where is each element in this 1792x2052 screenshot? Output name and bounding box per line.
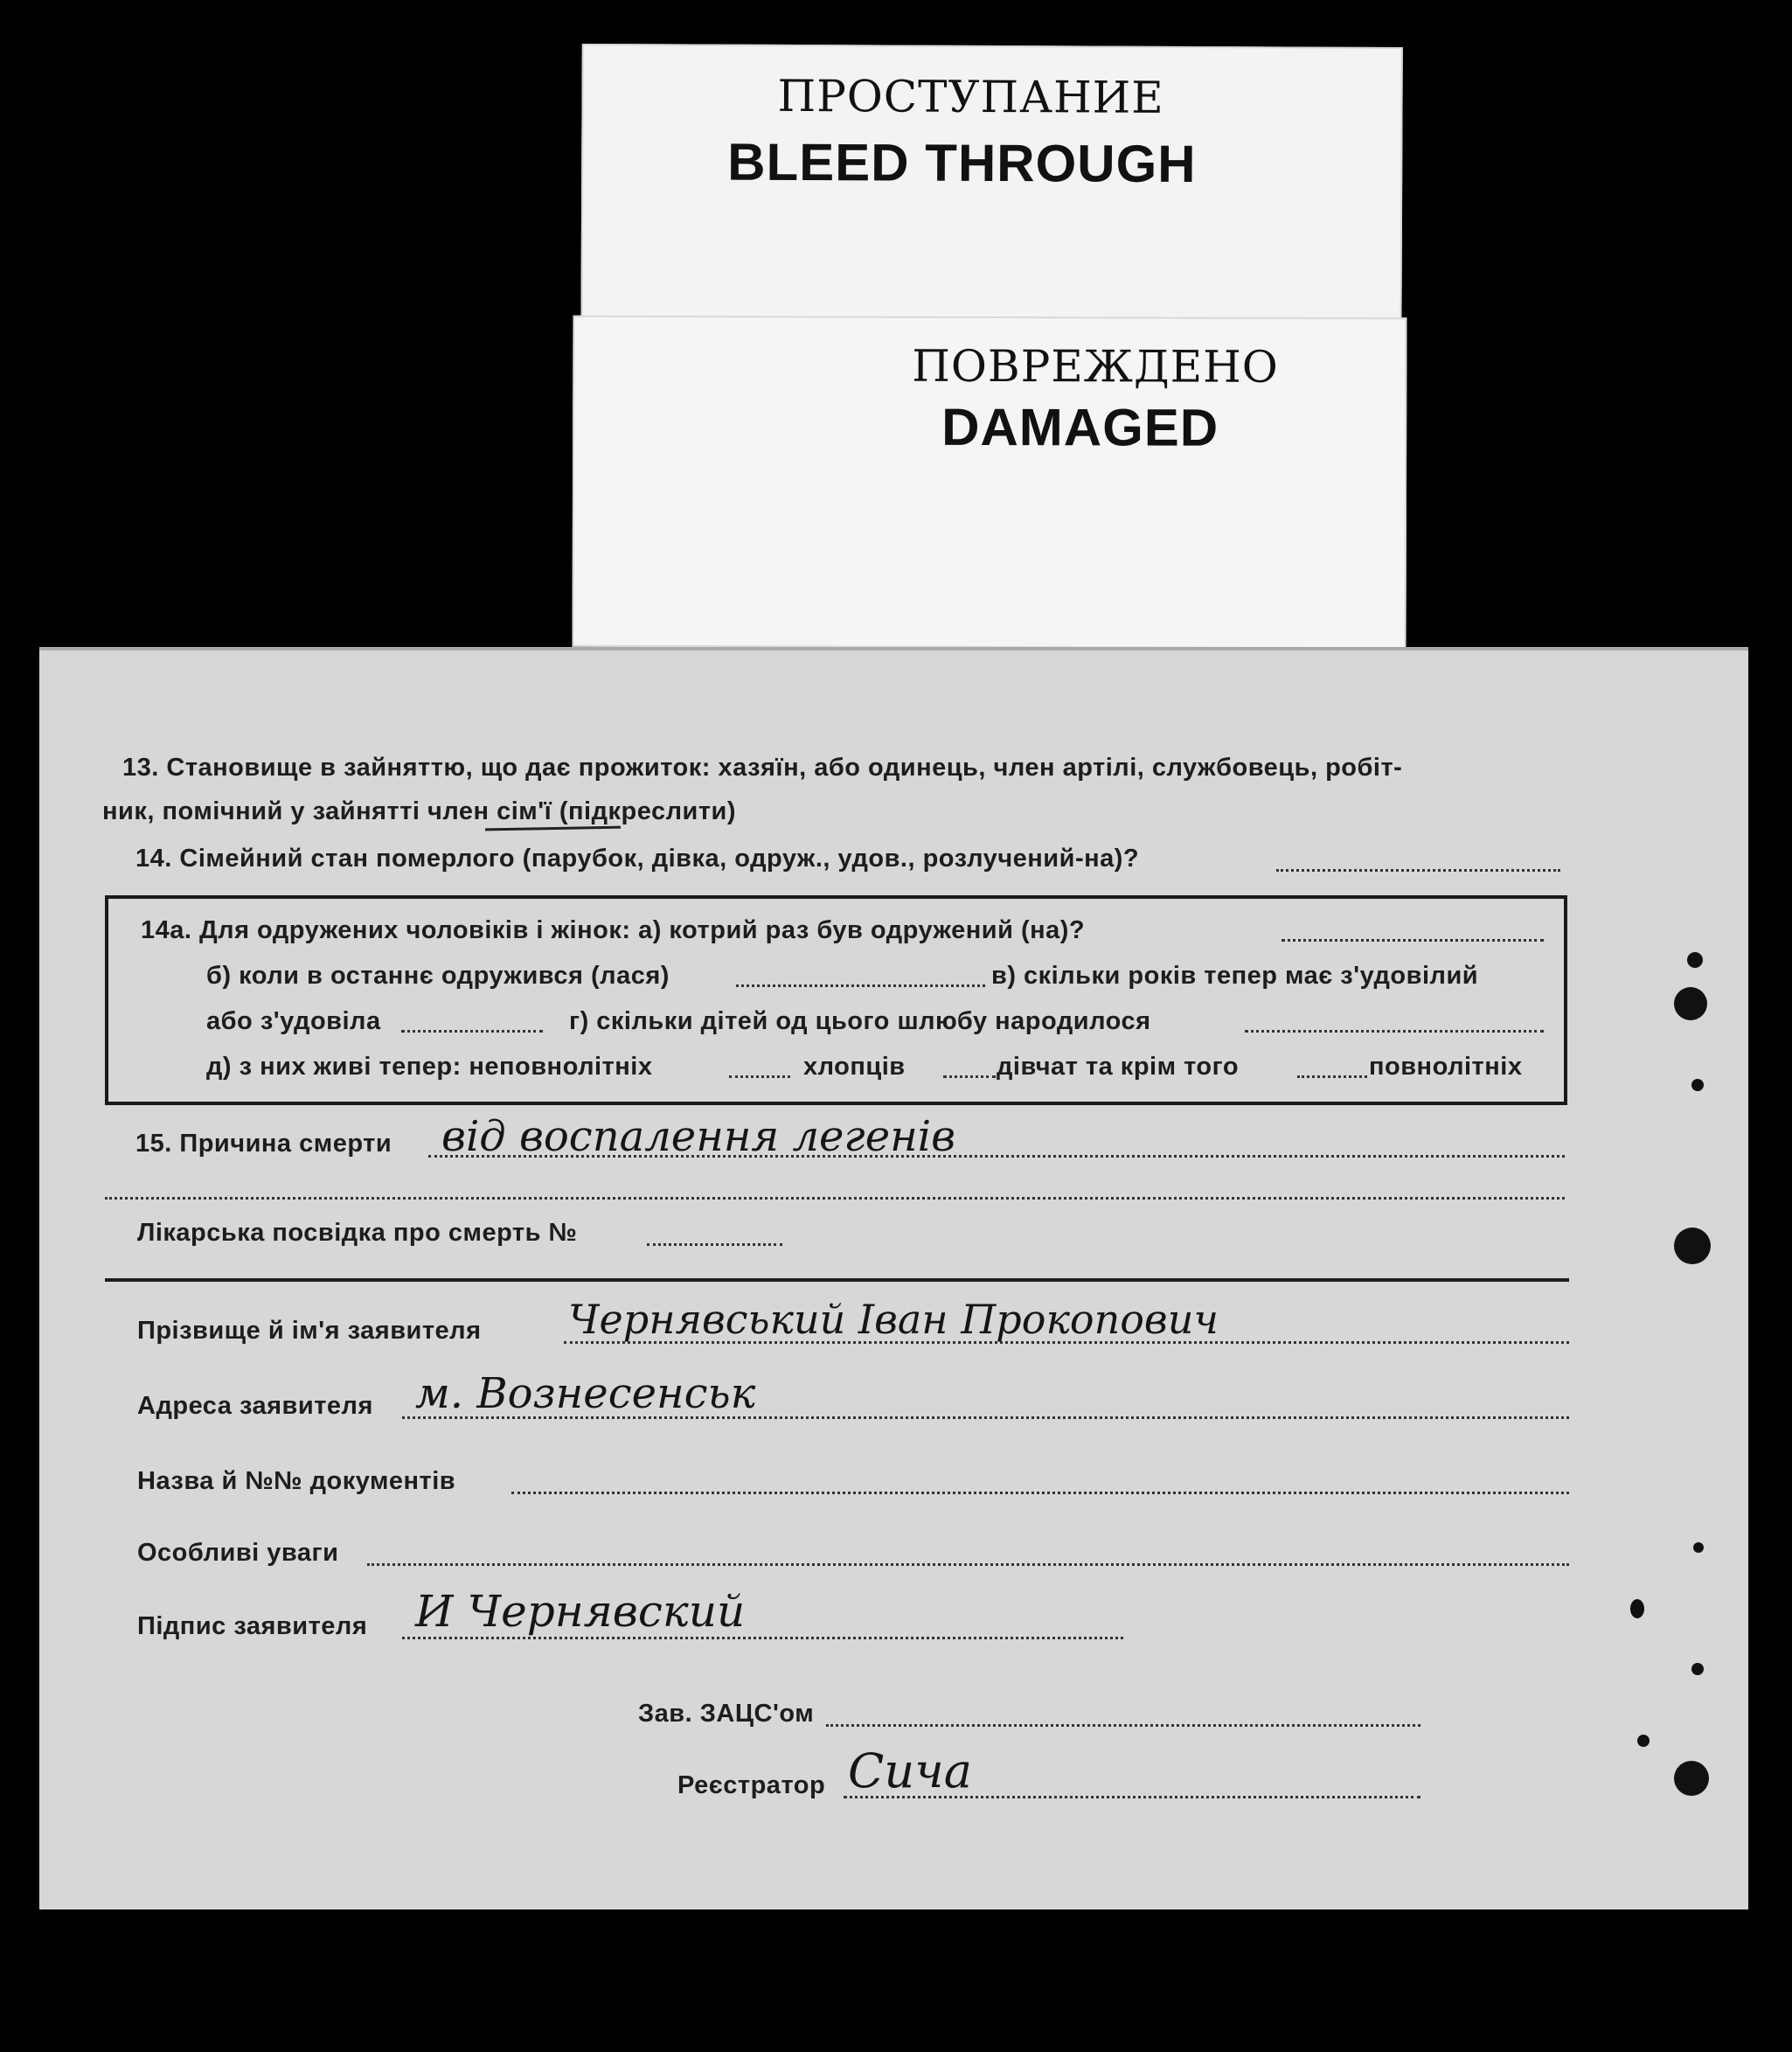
item14a-girls-answer-line (1297, 1075, 1367, 1078)
item14a-line1: 14а. Для одружених чоловіків і жінок: а) котрий раз був одружений (на)? (141, 916, 1086, 944)
bleed-through-ru-text: ПРОСТУПАНИЕ (777, 70, 1164, 123)
damaged-ru-text: ПОВРЕЖДЕНО (912, 340, 1279, 393)
item14a-boys-answer-line (943, 1075, 996, 1078)
medical-certificate-label: Лікарська посвідка про смерть № (137, 1219, 578, 1247)
item14a-line3b: г) скільки дітей од цього шлюбу народилося (569, 1007, 1151, 1035)
applicant-name-label: Прізвище й ім'я заявителя (137, 1317, 482, 1345)
damaged-en-text: DAMAGED (941, 397, 1219, 457)
item14a-line4a: д) з них живі тепер: неповнолітніх (206, 1053, 653, 1081)
item14a-line4c: дівчат та крім того (997, 1053, 1240, 1081)
documents-label: Назва й №№ документів (137, 1467, 456, 1495)
item14a-a-answer-line (1281, 939, 1544, 942)
punch-hole (1687, 952, 1703, 968)
registrar-label: Реєстратор (677, 1771, 826, 1799)
special-notes-line (367, 1563, 1569, 1566)
applicant-signature-handwriting: И Чернявский (415, 1586, 746, 1637)
punch-hole (1637, 1735, 1650, 1747)
applicant-address-label: Адреса заявителя (137, 1392, 373, 1420)
applicant-signature-label: Підпис заявителя (137, 1612, 368, 1640)
item14a-line2a: б) коли в останнє одружився (лася) (206, 962, 670, 990)
punch-hole (1691, 1663, 1704, 1675)
punch-hole (1630, 1599, 1644, 1618)
item13-line2: ник, помічний у зайнятті член сім'ї (підкреслити) (102, 797, 737, 825)
applicant-address-handwriting: м. Вознесенськ (415, 1369, 756, 1418)
punch-hole (1674, 1228, 1711, 1264)
documents-line (511, 1492, 1569, 1494)
item14-text: 14. Сімейний стан померлого (парубок, дівка, одруж., удов., розлучений-на)? (135, 845, 1140, 873)
medical-certificate-number-line (647, 1243, 782, 1246)
cause-of-death-handwriting: від воспалення легенів (441, 1112, 955, 1161)
item15-cause-label: 15. Причина смерти (135, 1130, 392, 1158)
item14a-line4b: хлопців (803, 1053, 906, 1081)
item14a-widowed-answer-line (401, 1030, 543, 1033)
head-zags-signature-line (826, 1724, 1420, 1727)
applicant-signature-line (402, 1637, 1123, 1639)
item14a-g-answer-line (1245, 1030, 1544, 1033)
special-notes-label: Особливі уваги (137, 1539, 339, 1567)
item13-line1: 13. Становище в зайняттю, що дає прожиток: хазяїн, або одинець, член артілі, службовець, робіт- (122, 754, 1403, 782)
item15-answer-line-2 (105, 1197, 1565, 1200)
registrar-signature-handwriting: Сича (848, 1743, 972, 1798)
bleed-through-en-text: BLEED THROUGH (727, 132, 1197, 194)
underline-mark (485, 826, 621, 831)
item14a-b-answer-line (736, 984, 985, 987)
head-zags-label: Зав. ЗАЦС'ом (638, 1700, 815, 1728)
punch-hole (1674, 1761, 1709, 1796)
applicant-name-handwriting: Чернявський Іван Прокопович (568, 1296, 1219, 1343)
section-divider (105, 1278, 1569, 1282)
item14a-line3a: або з'удовіла (206, 1007, 381, 1035)
punch-hole (1674, 987, 1707, 1020)
item14-answer-line (1276, 869, 1560, 872)
item14a-box (105, 895, 1567, 1105)
item14a-line2b: в) скільки років тепер має з'удовілий (991, 962, 1479, 990)
damaged-label-card (573, 316, 1407, 649)
punch-hole (1693, 1542, 1704, 1553)
item14a-minors-answer-line (729, 1075, 790, 1078)
item14a-line4d: повнолітніх (1369, 1053, 1523, 1081)
punch-hole (1691, 1079, 1704, 1091)
death-record-form (39, 647, 1748, 1909)
